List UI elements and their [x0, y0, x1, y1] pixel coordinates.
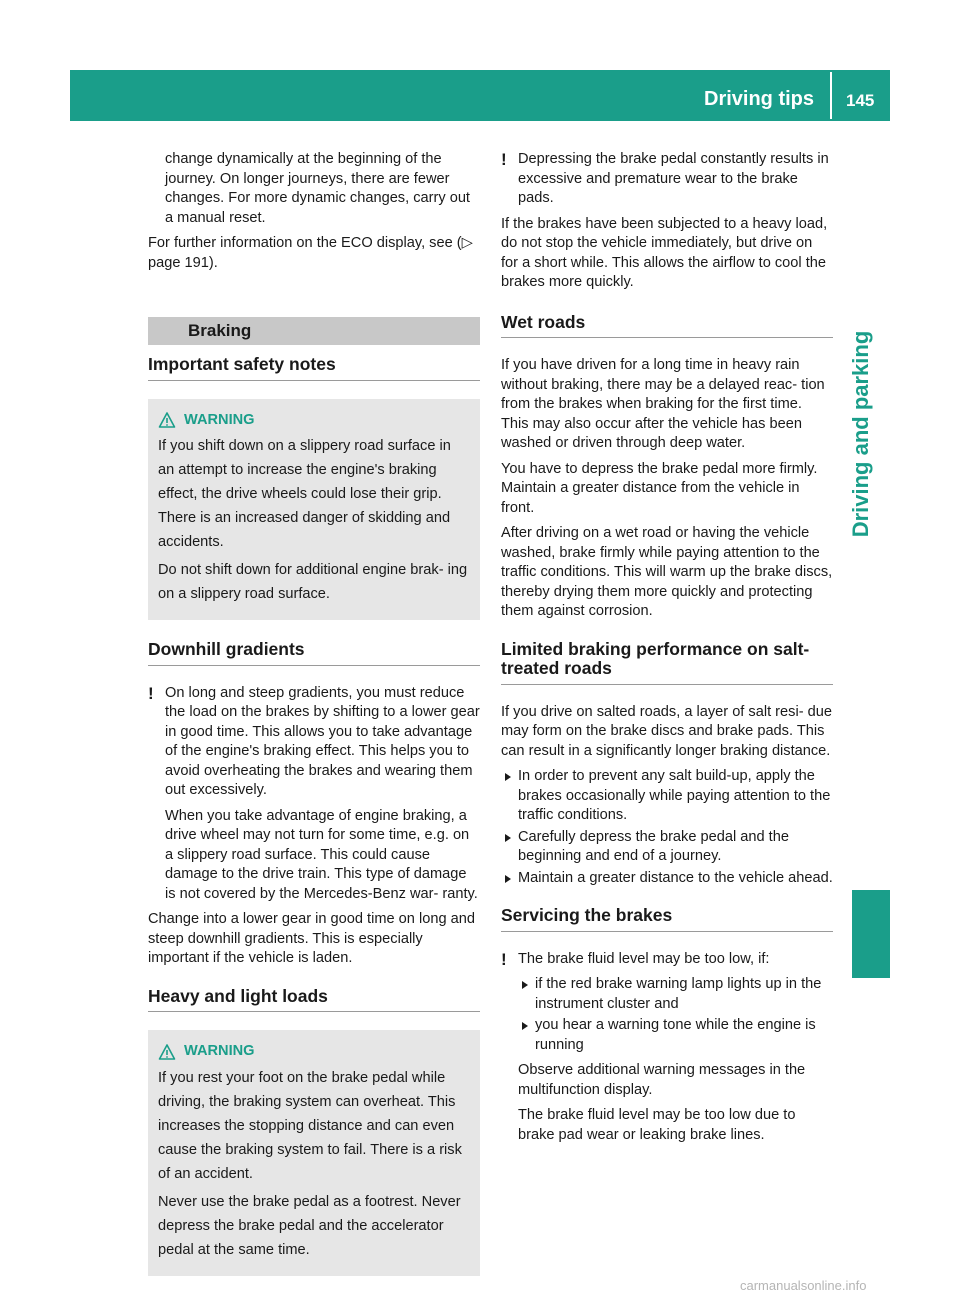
wet-text: If you have driven for a long time in heavy rain without braking, there may be a delayed reac- tion from the brakes when braking for the first time. This may also occur after the vehicle has been washed or driven through deep water. — [501, 357, 825, 451]
watermark: carmanualsonline.info — [740, 1278, 867, 1293]
side-tab-marker — [852, 890, 890, 978]
note-downhill — [148, 684, 480, 905]
list-item: Maintain a greater distance to the vehicle ahead. — [501, 869, 833, 889]
note-text: The brake fluid level may be too low due to brake pad wear or leaking brake lines. — [518, 1107, 796, 1143]
warning-label: WARNING — [184, 411, 255, 428]
chapter-title: Driving tips — [704, 88, 815, 110]
note-text: The brake fluid level may be too low, if: — [518, 950, 770, 967]
left-column — [148, 150, 480, 1296]
right-column — [501, 150, 833, 1151]
service-bullet-list — [518, 975, 833, 1055]
note-brake-pads — [501, 150, 833, 209]
exclamation-icon: ! — [501, 949, 507, 969]
wet-text: You have to depress the brake pedal more firmly. Maintain a greater distance from the vehicle in front. — [501, 460, 818, 516]
note-text: When you take advantage of engine braking, a drive wheel may not turn for some time, e.g. on a slippery road surface. This could cause damage to the drive train. This type of damage is not covered by the Mercedes-Benz war- ranty. — [165, 807, 478, 902]
intro-text: change dynamically at the beginning of the journey. On longer journeys, there are fewer changes. For more dynamic changes, carry out a manual reset. — [165, 151, 470, 226]
page-number: 145 — [846, 91, 875, 110]
section-bar-braking: Braking — [148, 317, 480, 345]
warning-box-downshift — [148, 399, 480, 621]
warning-text: If you shift down on a slippery road surface in an attempt to increase the engine's braking effect, the drive wheels could lose their grip. There is an increased danger of skidding and accidents. — [158, 438, 451, 550]
warning-box-brake-pedal — [148, 1030, 480, 1276]
warning-label: WARNING — [184, 1043, 255, 1059]
list-item: you hear a warning tone while the engine is running — [518, 1016, 833, 1055]
heading-salt-roads: Limited braking performance on salt- treated roads — [501, 640, 833, 685]
side-tab-label: Driving and parking — [848, 330, 873, 538]
salt-text: If you drive on salted roads, a layer of salt resi- due may form on the brake discs and brake pads. This can result in a significantly longer braking distance. — [501, 703, 832, 759]
warning-triangle-icon — [158, 411, 176, 429]
list-item: In order to prevent any salt build-up, apply the brakes occasionally while paying attention to the traffic conditions. — [501, 767, 833, 826]
list-item: Carefully depress the brake pedal and the beginning and end of a journey. — [501, 828, 833, 867]
header-divider — [830, 72, 832, 119]
warning-triangle-icon — [158, 1043, 176, 1061]
heading-servicing: Servicing the brakes — [501, 906, 833, 932]
heading-downhill: Downhill gradients — [148, 640, 480, 666]
heading-heavy-loads: Heavy and light loads — [148, 987, 480, 1013]
heavy-load-text: If the brakes have been subjected to a heavy load, do not stop the vehicle immediately, but drive on for a short while. This allows the airflow to cool the brakes more quickly. — [501, 215, 828, 290]
exclamation-icon: ! — [148, 683, 154, 703]
downhill-text: Change into a lower gear in good time on long and steep downhill gradients. This is especially important if the vehicle is laden. — [148, 911, 475, 966]
eco-reference: For further information on the ECO display, see (▷ page 191). — [148, 235, 473, 271]
exclamation-icon: ! — [501, 150, 507, 169]
note-text: On long and steep gradients, you must reduce the load on the brakes by shifting to a lower gear in good time. This allows you to take advantage of the engine's braking effect. This helps you to avoid overheating the brakes and wearing them out excessively. — [165, 684, 480, 798]
salt-bullet-list — [501, 767, 833, 888]
heading-safety-notes: Important safety notes — [148, 355, 480, 381]
warning-text: Never use the brake pedal as a footrest. Never depress the brake pedal and the accelerator pedal at the same time. — [158, 1193, 461, 1258]
note-brake-fluid — [501, 950, 833, 1146]
heading-wet-roads: Wet roads — [501, 313, 833, 339]
warning-text: If you rest your foot on the brake pedal while driving, the braking system can overheat. This increases the stopping distance and can even cause the braking system to fail. There is a risk of an accident. — [158, 1069, 462, 1182]
list-item: if the red brake warning lamp lights up in the instrument cluster and — [518, 975, 833, 1014]
note-text: Observe additional warning messages in the multifunction display. — [518, 1062, 806, 1098]
wet-text: After driving on a wet road or having the vehicle washed, brake firmly while paying attention to the traffic conditions. This will warm up the brake discs, thereby drying them more quickly and protecting them against corrosion. — [501, 525, 833, 619]
warning-text: Do not shift down for additional engine brak- ing on a slippery road surface. — [158, 562, 468, 602]
note-text: Depressing the brake pedal constantly results in excessive and premature wear to the brake pads. — [518, 151, 829, 206]
